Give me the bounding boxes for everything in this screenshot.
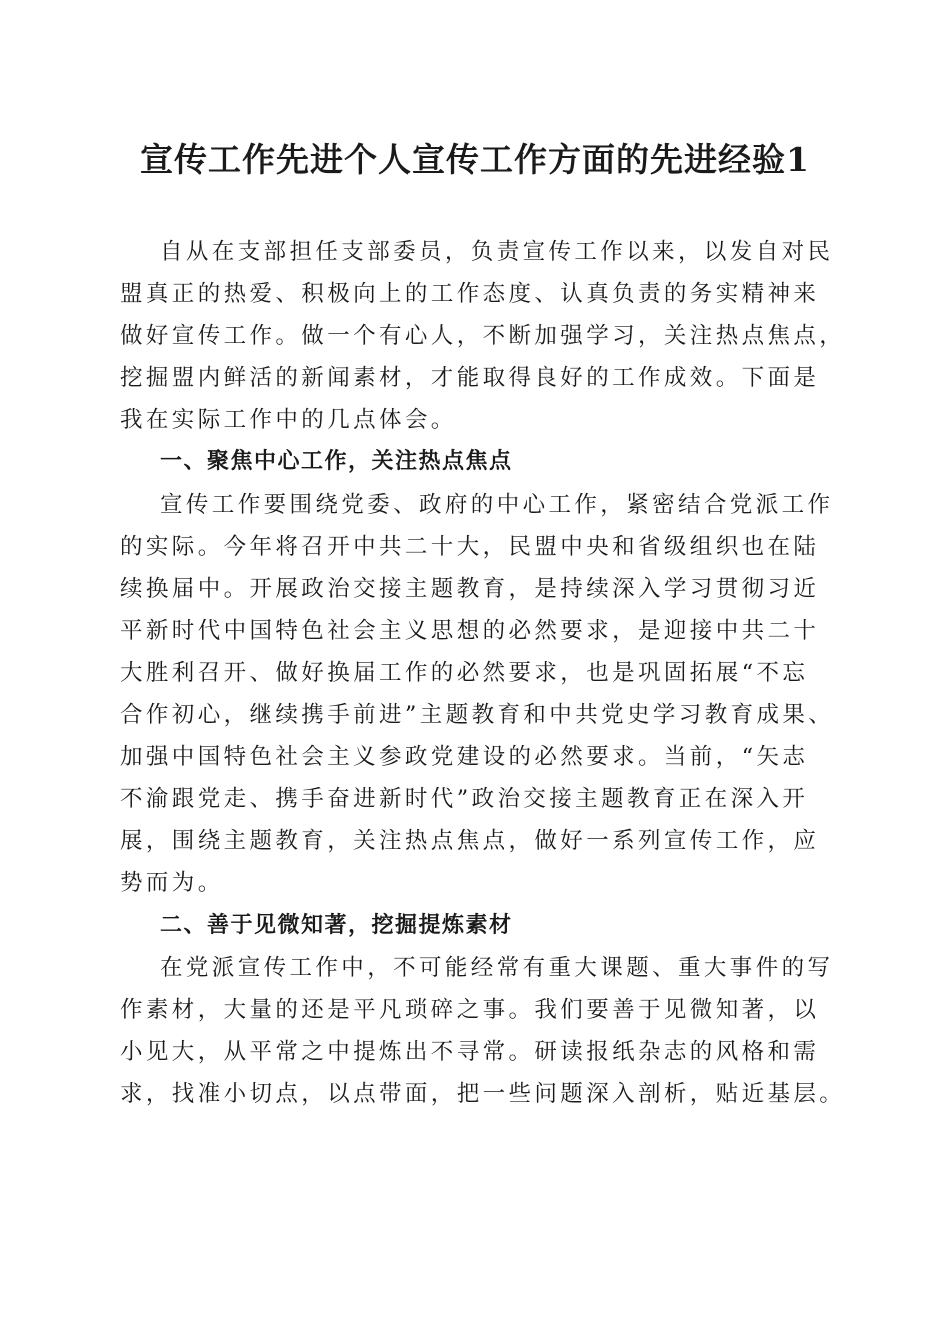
text-line: 展，围绕主题教育，关注热点焦点，做好一系列宣传工作，应 <box>120 828 820 855</box>
text-line: 宣传工作要围绕党委、政府的中心工作，紧密结合党派工作 <box>160 491 834 518</box>
document-body <box>120 231 846 1115</box>
text-line: 小见大，从平常之中提炼出不寻常。研读报纸杂志的风格和需 <box>120 1038 820 1065</box>
text-line: 势而为。 <box>120 870 224 897</box>
text-line: 自从在支部担任支部委员，负责宣传工作以来，以发自对民 <box>160 239 834 265</box>
paragraph-intro <box>120 231 846 441</box>
text-line: 做好宣传工作。做一个有心人，不断加强学习，关注热点焦点， <box>120 323 846 350</box>
text-line: 合作初心，继续携手前进”主题教育和中共党史学习教育成果、 <box>120 702 835 729</box>
section-heading-2: 二、善于见微知著，挖掘提炼素材 <box>160 912 513 938</box>
paragraph-section-1 <box>120 484 840 905</box>
document-title: 宣传工作先进个人宣传工作方面的先进经验1 <box>140 140 810 179</box>
text-line: 的实际。今年将召开中共二十大，民盟中央和省级组织也在陆 <box>120 533 820 560</box>
text-line: 挖掘盟内鲜活的新闻素材，才能取得良好的工作成效。下面是 <box>120 365 820 392</box>
section-heading-1: 一、聚焦中心工作，关注热点焦点 <box>160 449 513 475</box>
text-line: 不渝跟党走、携手奋进新时代”政治交接主题教育正在深入开 <box>120 786 809 813</box>
text-line: 在党派宣传工作中，不可能经常有重大课题、重大事件的写 <box>160 954 834 981</box>
text-line: 平新时代中国特色社会主义思想的必然要求，是迎接中共二十 <box>120 617 820 644</box>
text-line: 我在实际工作中的几点体会。 <box>120 407 457 434</box>
text-line: 作素材，大量的还是平凡琐碎之事。我们要善于见微知著，以 <box>120 996 820 1023</box>
text-line: 大胜利召开、做好换届工作的必然要求，也是巩固拓展“不忘 <box>120 659 809 686</box>
text-line: 求，找准小切点，以点带面，把一些问题深入剖析，贴近基层。 <box>120 1080 846 1107</box>
text-line: 续换届中。开展政治交接主题教育，是持续深入学习贯彻习近 <box>120 575 820 602</box>
text-line: 盟真正的热爱、积极向上的工作态度、认真负责的务实精神来 <box>120 281 820 308</box>
text-line: 加强中国特色社会主义参政党建设的必然要求。当前，“矢志 <box>120 744 809 771</box>
paragraph-section-2 <box>120 947 846 1115</box>
